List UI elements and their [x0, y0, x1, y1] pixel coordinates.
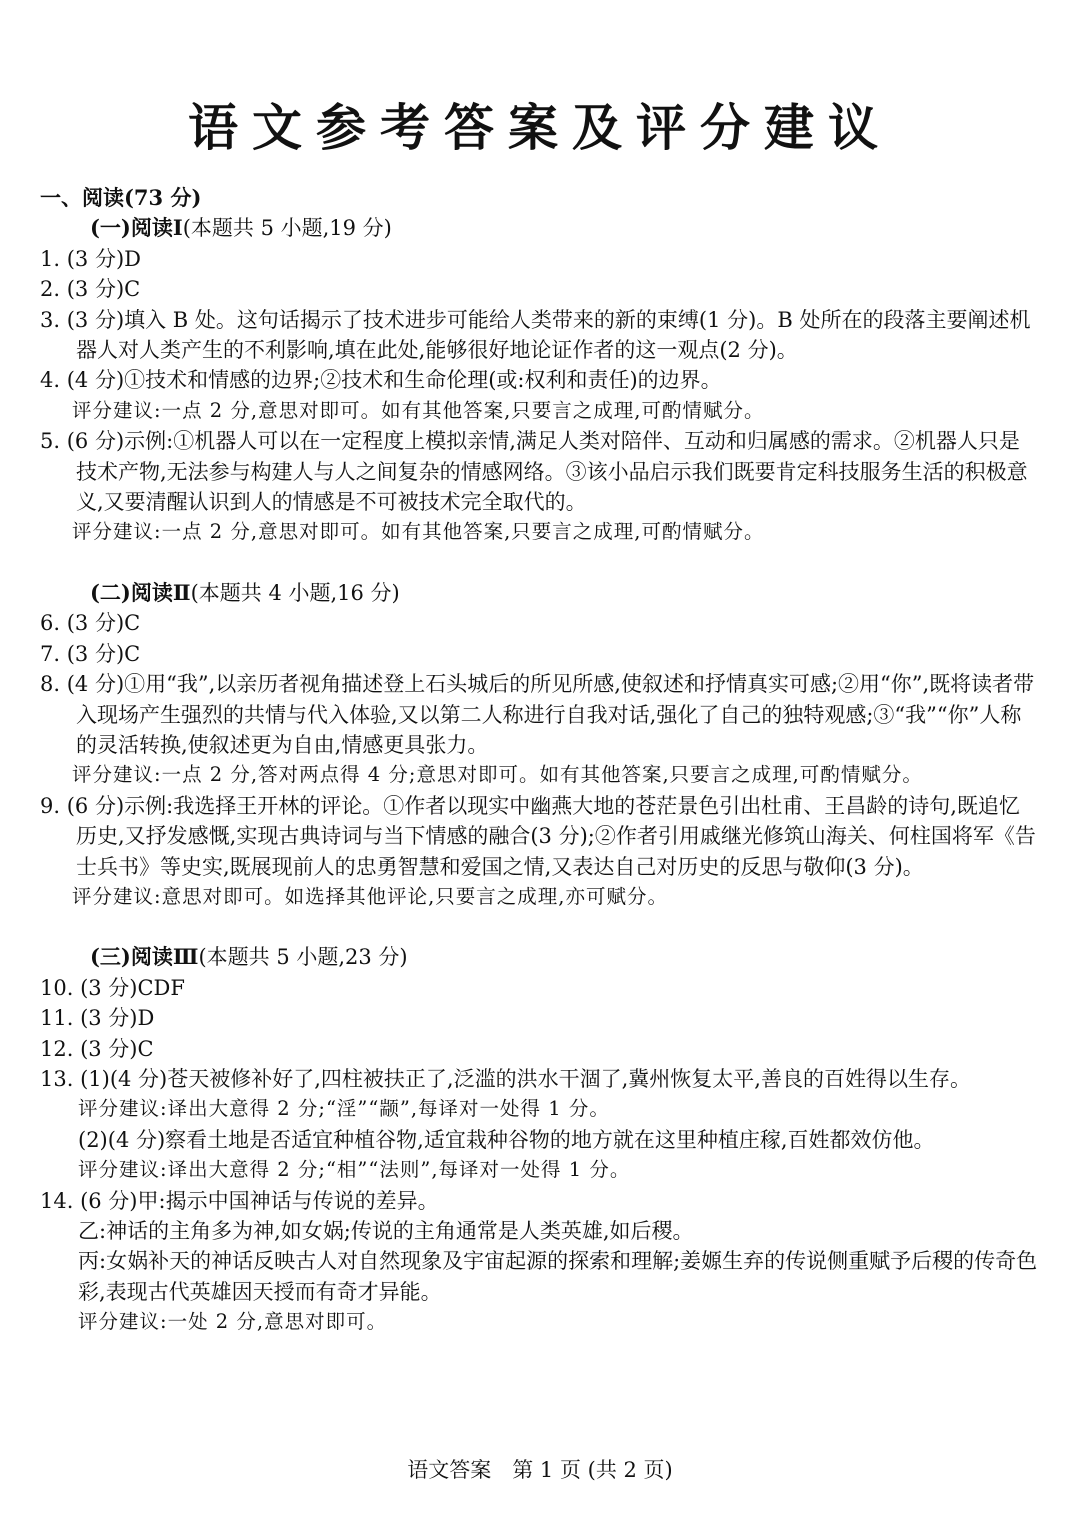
answer-q13-1: 13. (1)(4 分)苍天被修补好了,四柱被扶正了,泛滥的洪水干涸了,冀州恢复太平,善良的百姓得以生存。 — [40, 1066, 971, 1091]
scoring-note-q14: 评分建议:一处 2 分,意思对即可。 — [78, 1310, 388, 1334]
answer-q3: 3. (3 分)填入 B 处。这句话揭示了技术进步可能给人类带来的新的束缚(1 分)。B 处所在的段落主要阐述机器人对人类产生的不利影响,填在此处,能够很好地论证作者的这一观点(2 分)。 — [40, 307, 1031, 363]
part1-heading — [40, 213, 1040, 243]
page-footer: 语文答案 第 1 页 (共 2 页) — [407, 1458, 673, 1482]
answer-q14-c: 丙:女娲补天的神话反映古人对自然现象及宇宙起源的探索和理解;姜嫄生弃的传说侧重赋予后稷的传奇色彩,表现古代英雄因天授而有奇才异能。 — [78, 1249, 1038, 1304]
answer-q5: 5. (6 分)示例:①机器人可以在一定程度上模拟亲情,满足人类对陪伴、互动和归属感的需求。②机器人只是技术产物,无法参与构建人与人之间复杂的情感网络。③该小品启示我们既要肯定科技服务生活的积极意义,又要清醒认识到人的情感是不可被技术完全取代的。 — [40, 429, 1028, 515]
part2-info: (本题共 4 小题,16 分) — [190, 580, 400, 605]
part3-info: (本题共 5 小题,23 分) — [198, 945, 408, 970]
part3-heading — [40, 942, 1040, 972]
part2-title: (二)阅读Ⅱ — [90, 579, 191, 605]
section-reading-heading: 一、阅读(73 分) — [40, 185, 202, 210]
answer-content — [40, 183, 1040, 1338]
part2-heading — [40, 578, 1040, 608]
answer-q1: 1. (3 分)D — [40, 246, 141, 271]
answer-q14-b: 乙:神话的主角多为神,如女娲;传说的主角通常是人类英雄,如后稷。 — [78, 1219, 694, 1243]
scoring-note-q5: 评分建议:一点 2 分,意思对即可。如有其他答案,只要言之成理,可酌情赋分。 — [72, 520, 765, 544]
scoring-note-q13-1: 评分建议:译出大意得 2 分;“淫”“颛”,每译对一处得 1 分。 — [78, 1097, 610, 1121]
part1-info: (本题共 5 小题,19 分) — [182, 216, 392, 241]
answer-q4: 4. (4 分)①技术和情感的边界;②技术和生命伦理(或:权利和责任)的边界。 — [40, 368, 722, 393]
answer-q2: 2. (3 分)C — [40, 277, 141, 302]
answer-q11: 11. (3 分)D — [40, 1006, 155, 1031]
scoring-note-q9: 评分建议:意思对即可。如选择其他评论,只要言之成理,亦可赋分。 — [72, 884, 668, 908]
answer-q9: 9. (6 分)示例:我选择王开林的评论。①作者以现实中幽燕大地的苍茫景色引出杜甫、王昌龄的诗句,既追忆历史,又抒发感慨,实现古典诗词与当下情感的融合(3 分);②作者引用戚继光修筑山海关、何柱国将军《告士兵书》等史实,既展现前人的忠勇智慧和爱国之情,又表达自己对历史的反思与敬仰(3 分)。 — [40, 793, 1036, 879]
scoring-note-q8: 评分建议:一点 2 分,答对两点得 4 分;意思对即可。如有其他答案,只要言之成理,可酌情赋分。 — [72, 763, 923, 787]
scoring-note-q13-2: 评分建议:译出大意得 2 分;“相”“法则”,每译对一处得 1 分。 — [78, 1158, 631, 1182]
answer-q6: 6. (3 分)C — [40, 611, 141, 636]
page-title: 语文参考答案及评分建议 — [188, 99, 892, 157]
answer-q14: 14. (6 分)甲:揭示中国神话与传说的差异。 — [40, 1188, 439, 1213]
scoring-note-q4: 评分建议:一点 2 分,意思对即可。如有其他答案,只要言之成理,可酌情赋分。 — [72, 398, 765, 422]
answer-q13-2: (2)(4 分)察看土地是否适宜种植谷物,适宜栽种谷物的地方就在这里种植庄稼,百姓都效仿他。 — [78, 1127, 935, 1152]
part1-title: (一)阅读Ⅰ — [90, 215, 183, 241]
answer-q12: 12. (3 分)C — [40, 1036, 154, 1061]
part3-title: (三)阅读Ⅲ — [90, 944, 199, 970]
answer-q7: 7. (3 分)C — [40, 641, 141, 666]
answer-q8: 8. (4 分)①用“我”,以亲历者视角描述登上石头城后的所见所感,使叙述和抒情真实可感;②用“你”,既将读者带入现场产生强烈的共情与代入体验,又以第二人称进行自我对话,强化了自己的独特观感;③“我”“你”人称的灵活转换,使叙述更为自由,情感更具张力。 — [40, 672, 1035, 757]
answer-q10: 10. (3 分)CDF — [40, 975, 185, 1000]
